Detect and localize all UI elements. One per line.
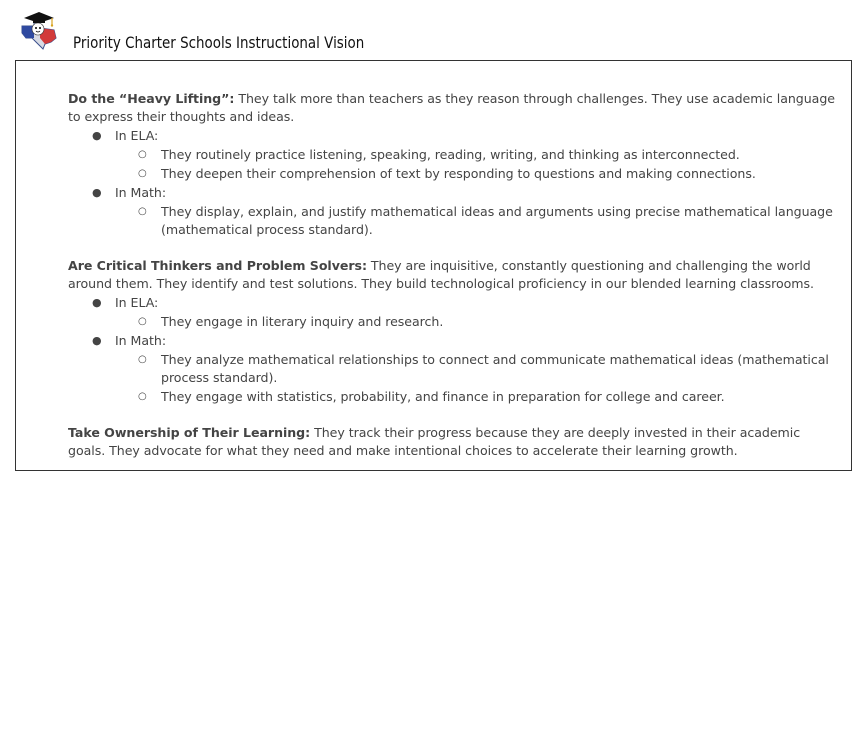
circle-bullet-icon: ○	[138, 149, 147, 160]
section-critical-thinkers	[68, 257, 838, 293]
list-item: ○ They deepen their comprehension of text by responding to questions and making connections.	[138, 166, 756, 181]
section-text: They track their progress because they are deeply invested in their academic goals. They advocate for what they need and make intentional choices to accelerate their learning growth.	[68, 425, 801, 458]
section-heading: Are Critical Thinkers and Problem Solvers:	[68, 258, 367, 273]
section-ownership	[68, 424, 838, 460]
bullet-icon: ●	[92, 129, 102, 142]
section-text: They talk more than teachers as they reason through challenges. They use academic language to express their thoughts and ideas.	[68, 91, 835, 124]
graduation-cap-texas-mascot-icon	[18, 8, 60, 50]
subject-list	[68, 294, 838, 406]
circle-bullet-icon: ○	[138, 168, 147, 179]
list-item: ● In Math:	[92, 333, 167, 348]
list-item: ○ They analyze mathematical relationships to connect and communicate mathematical ideas (mathematical process standard).	[138, 352, 829, 385]
vision-content	[68, 90, 838, 460]
section-heading: Take Ownership of Their Learning:	[68, 425, 311, 440]
list-item: ○ They engage with statistics, probability, and finance in preparation for college and career.	[138, 389, 725, 404]
bullet-icon: ●	[92, 186, 102, 199]
section-heavy-lifting	[68, 90, 838, 126]
subject-list	[68, 127, 838, 239]
list-item: ○ They engage in literary inquiry and research.	[138, 314, 444, 329]
circle-bullet-icon: ○	[138, 391, 147, 402]
section-text: They are inquisitive, constantly questioning and challenging the world around them. They identify and test solutions. They build technological proficiency in our blended learning classrooms.	[68, 258, 814, 291]
list-item: ○ They display, explain, and justify mathematical ideas and arguments using precise mathematical language (mathematical process standard).	[138, 204, 833, 237]
circle-bullet-icon: ○	[138, 354, 147, 365]
section-heading: Do the “Heavy Lifting”:	[68, 91, 235, 106]
bullet-icon: ●	[92, 296, 102, 309]
list-item: ● In ELA:	[92, 128, 159, 143]
page-title: Priority Charter Schools Instructional Vision	[73, 33, 365, 52]
list-item: ○ They routinely practice listening, speaking, reading, writing, and thinking as interconnected.	[138, 147, 740, 162]
circle-bullet-icon: ○	[138, 316, 147, 327]
list-item: ● In Math:	[92, 185, 167, 200]
circle-bullet-icon: ○	[138, 206, 147, 217]
bullet-icon: ●	[92, 334, 102, 347]
list-item: ● In ELA:	[92, 295, 159, 310]
